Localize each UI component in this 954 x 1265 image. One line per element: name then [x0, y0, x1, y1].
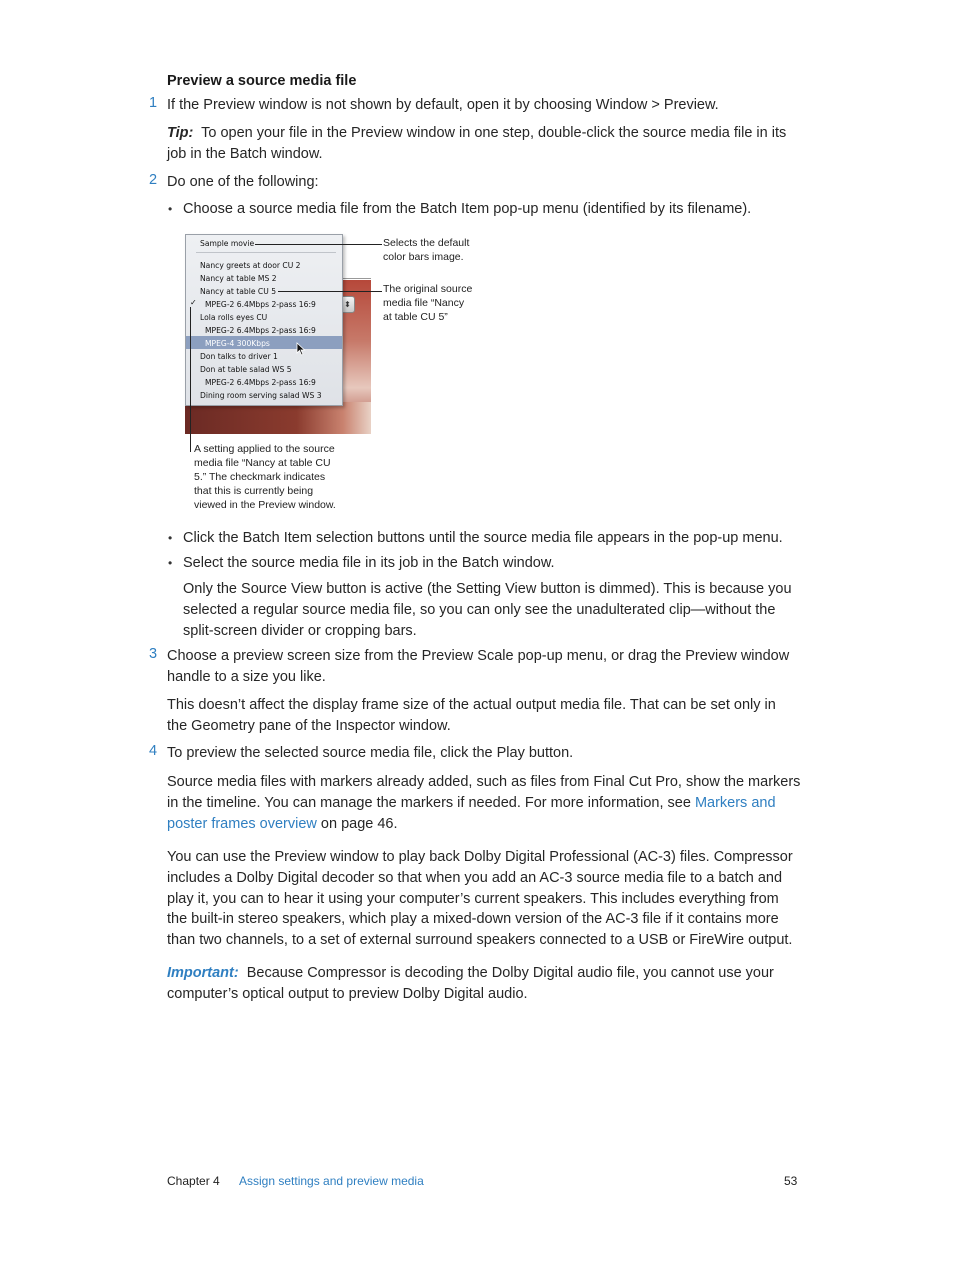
callout-middle: The original source media file “Nancy at table CU 5” [383, 283, 473, 323]
preview-divider [340, 278, 371, 279]
step-4-text: To preview the selected source media file, click the Play button. [167, 745, 574, 761]
bullet-glyph: • [168, 531, 173, 545]
step-number-1: 1 [149, 95, 158, 111]
step-3-text: Choose a preview screen size from the Preview Scale pop-up menu, or drag the Preview window handle to a size you like. [167, 648, 790, 685]
step-number-4: 4 [149, 743, 158, 759]
markers-link[interactable]: Markers and [694, 794, 776, 811]
menu-item-source[interactable]: Nancy at table CU 5 [200, 287, 277, 296]
bullet-3-text: Select the source media file in its job in the Batch window. [183, 555, 555, 571]
callout-top: Selects the default color bars image. [383, 237, 470, 263]
menu-item-source[interactable]: Don talks to driver 1 [200, 352, 278, 361]
bullet-1-text: Choose a source media file from the Batch Item pop-up menu (identified by its filename). [183, 201, 752, 217]
batch-item-popup-menu [185, 234, 343, 406]
step-2-text: Do one of the following: [167, 174, 319, 190]
menu-item-source[interactable]: Lola rolls eyes CU [200, 313, 268, 322]
footer-chapter-title-link[interactable]: Assign settings and preview media [239, 1174, 424, 1188]
tip-label: Tip: [167, 125, 194, 141]
section-heading: Preview a source media file [167, 73, 357, 89]
step-number-3: 3 [149, 646, 158, 662]
step-1-text: If the Preview window is not shown by default, open it by choosing Window > Preview. [167, 97, 719, 113]
menu-item-source[interactable]: Don at table salad WS 5 [200, 365, 292, 374]
step-4-paragraph: Source media files with markers already added, such as files from Final Cut Pro, show the markers in the timeline. You can manage the markers if needed. For more information, see Markers and poster frames overview on page 46. [167, 774, 801, 832]
tip-line-2: job in the Batch window. [167, 146, 323, 162]
markers-link-continued[interactable]: poster frames overview [167, 815, 317, 832]
preview-window-edge [340, 234, 371, 280]
menu-item-setting[interactable]: MPEG-2 6.4Mbps 2-pass 16:9 [205, 300, 316, 309]
footer-chapter: Chapter 4 [167, 1174, 220, 1188]
step-3-paragraph: This doesn’t affect the display frame size of the actual output media file. That can be set only in the Geometry pane of the Inspector window. [167, 697, 776, 734]
step-number-2: 2 [149, 172, 158, 188]
menu-item-sample-movie[interactable]: Sample movie [200, 239, 255, 248]
callout-line-top [255, 244, 382, 245]
preview-video-bottom [185, 402, 371, 434]
important-note: Important: Because Compressor is decoding the Dolby Digital audio file, you cannot use your computer’s optical output to preview Dolby Digital audio. [167, 965, 774, 1002]
mouse-cursor-icon [296, 342, 306, 356]
menu-item-setting-highlighted[interactable]: MPEG-4 300Kbps [205, 339, 270, 348]
bullet-glyph: • [168, 556, 173, 570]
source-view-paragraph: Only the Source View button is active (the Setting View button is dimmed). This is because you selected a regular source media file, so you can only see the unadulterated clip—without the split-screen divider or cropping bars. [183, 581, 792, 639]
dolby-paragraph: You can use the Preview window to play back Dolby Digital Professional (AC-3) files. Compressor includes a Dolby Digital decoder so that when you add an AC-3 source media file to a batch and play it, you can to hear it using your computer’s current speakers. This includes everything from the built-in stereo speakers, which play a mixed-down version of the AC-3 file if it contains more than two channels, to a set of external surround speakers connected to a USB or FireWire output. [167, 849, 793, 949]
bullet-2-text: Click the Batch Item selection buttons until the source media file appears in the pop-up menu. [183, 530, 783, 546]
tip-line-1 [167, 123, 786, 144]
menu-item-source[interactable]: Nancy at table MS 2 [200, 274, 277, 283]
menu-item-setting[interactable]: MPEG-2 6.4Mbps 2-pass 16:9 [205, 378, 316, 387]
bullet-glyph: • [168, 202, 173, 216]
important-label: Important: [167, 965, 239, 981]
callout-line-middle [278, 291, 382, 292]
popup-stepper-button[interactable]: ⬍ [340, 296, 355, 313]
batch-item-figure [185, 234, 371, 434]
menu-separator [196, 252, 336, 253]
checkmark-icon: ✓ [190, 298, 197, 307]
callout-bottom: A setting applied to the source media file “Nancy at table CU 5.” The checkmark indicates that this is currently being viewed in the Preview window. [194, 443, 336, 511]
page-number: 53 [784, 1174, 798, 1188]
menu-item-setting[interactable]: MPEG-2 6.4Mbps 2-pass 16:9 [205, 326, 316, 335]
menu-item-source[interactable]: Dining room serving salad WS 3 [200, 391, 322, 400]
menu-item-source[interactable]: Nancy greets at door CU 2 [200, 261, 301, 270]
callout-line-bottom [190, 307, 191, 452]
tip-text-1: To open your file in the Preview window in one step, double-click the source media file in its [201, 125, 787, 141]
